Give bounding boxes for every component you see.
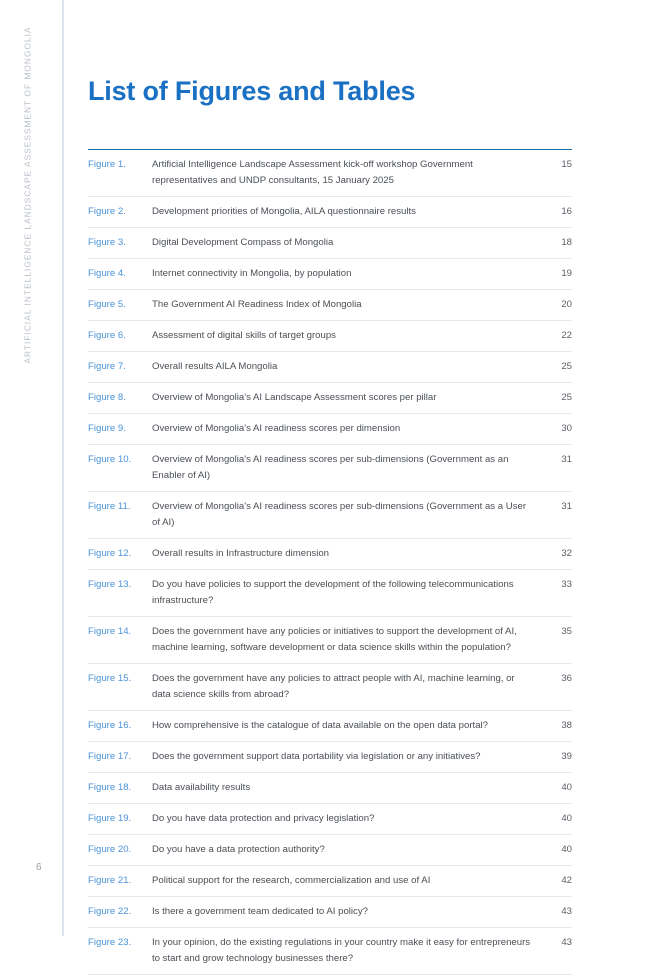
figure-description: How comprehensive is the catalogue of data available on the open data portal? <box>152 720 489 731</box>
figure-page-number: 22 <box>561 330 572 341</box>
list-of-figures-table <box>88 149 572 975</box>
figure-label: Figure 16. <box>88 720 132 731</box>
figure-description: Is there a government team dedicated to AI policy? <box>152 906 368 917</box>
table-row <box>88 352 572 383</box>
figure-description: Data availability results <box>152 782 251 793</box>
figure-page-number: 31 <box>561 501 572 512</box>
figure-label: Figure 23. <box>88 937 132 948</box>
figure-description: The Government AI Readiness Index of Mongolia <box>152 299 362 310</box>
figure-page-number: 25 <box>561 392 572 403</box>
figure-page-number: 38 <box>561 720 572 731</box>
figure-description: Does the government support data portability via legislation or any initiatives? <box>152 751 481 762</box>
table-row <box>88 383 572 414</box>
figure-page-number: 36 <box>561 673 572 684</box>
figure-page-number: 16 <box>561 206 572 217</box>
figure-description: Overall results in Infrastructure dimension <box>152 548 330 559</box>
figure-description: Artificial Intelligence Landscape Assessment kick-off workshop Government representatives and UNDP consultants, 15 January 2025 <box>152 159 473 186</box>
table-row <box>88 321 572 352</box>
figure-label: Figure 13. <box>88 579 132 590</box>
figure-page-number: 43 <box>561 906 572 917</box>
page-number: 6 <box>36 862 42 873</box>
running-title-sidebar <box>0 0 56 500</box>
table-row <box>88 228 572 259</box>
table-row <box>88 617 572 664</box>
figure-description: Do you have a data protection authority? <box>152 844 325 855</box>
table-row <box>88 711 572 742</box>
figure-label: Figure 22. <box>88 906 132 917</box>
figure-label: Figure 17. <box>88 751 132 762</box>
figure-label: Figure 10. <box>88 454 132 465</box>
table-row <box>88 773 572 804</box>
figure-label: Figure 19. <box>88 813 132 824</box>
figure-description: Assessment of digital skills of target groups <box>152 330 336 341</box>
figure-page-number: 25 <box>561 361 572 372</box>
figure-description: Do you have policies to support the development of the following telecommunications infrastructure? <box>152 579 514 606</box>
figure-label: Figure 21. <box>88 875 132 886</box>
running-title-text: ARTIFICIAL INTELLIGENCE LANDSCAPE ASSESSMENT OF MONGOLIA <box>23 26 33 364</box>
figure-page-number: 32 <box>561 548 572 559</box>
figure-page-number: 40 <box>561 782 572 793</box>
page-content <box>88 0 572 975</box>
figure-label: Figure 1. <box>88 159 126 170</box>
figure-description: Overview of Mongolia's AI readiness scores per dimension <box>152 423 401 434</box>
table-row <box>88 928 572 975</box>
table-row <box>88 445 572 492</box>
table-row <box>88 414 572 445</box>
table-row <box>88 664 572 711</box>
figure-page-number: 43 <box>561 937 572 948</box>
figure-label: Figure 3. <box>88 237 126 248</box>
figure-label: Figure 20. <box>88 844 132 855</box>
page-title: List of Figures and Tables <box>88 76 416 106</box>
table-row <box>88 835 572 866</box>
figure-page-number: 40 <box>561 813 572 824</box>
figure-description: Overall results AILA Mongolia <box>152 361 278 372</box>
figure-label: Figure 7. <box>88 361 126 372</box>
figure-description: Does the government have any policies to attract people with AI, machine learning, or data science skills from abroad? <box>152 673 515 700</box>
table-row <box>88 290 572 321</box>
figure-label: Figure 15. <box>88 673 132 684</box>
table-row <box>88 539 572 570</box>
figure-label: Figure 14. <box>88 626 132 637</box>
figure-description: Do you have data protection and privacy legislation? <box>152 813 375 824</box>
figure-description: Does the government have any policies or initiatives to support the development of AI, machine learning, software development or data science skills within the population? <box>152 626 517 653</box>
figure-page-number: 15 <box>561 159 572 170</box>
figure-page-number: 42 <box>561 875 572 886</box>
figure-description: Overview of Mongolia's AI Landscape Assessment scores per pillar <box>152 392 437 403</box>
table-row <box>88 742 572 773</box>
figure-label: Figure 12. <box>88 548 132 559</box>
table-row <box>88 570 572 617</box>
figure-description: Digital Development Compass of Mongolia <box>152 237 334 248</box>
figure-label: Figure 5. <box>88 299 126 310</box>
figure-page-number: 33 <box>561 579 572 590</box>
figure-description: Political support for the research, commercialization and use of AI <box>152 875 431 886</box>
figure-page-number: 39 <box>561 751 572 762</box>
figure-label: Figure 9. <box>88 423 126 434</box>
figure-label: Figure 11. <box>88 501 131 512</box>
margin-divider <box>62 0 64 936</box>
figure-label: Figure 2. <box>88 206 126 217</box>
figure-page-number: 30 <box>561 423 572 434</box>
table-row <box>88 804 572 835</box>
figure-description: Overview of Mongolia's AI readiness scores per sub-dimensions (Government as a User of AI) <box>152 501 527 528</box>
table-row <box>88 197 572 228</box>
figure-label: Figure 4. <box>88 268 126 279</box>
table-row <box>88 492 572 539</box>
figure-page-number: 19 <box>561 268 572 279</box>
figure-description: In your opinion, do the existing regulations in your country make it easy for entrepreneurs to start and grow technology businesses there? <box>152 937 531 964</box>
table-row <box>88 150 572 197</box>
figure-label: Figure 8. <box>88 392 126 403</box>
figure-description: Overview of Mongolia's AI readiness scores per sub-dimensions (Government as an Enabler of AI) <box>152 454 509 481</box>
table-row <box>88 259 572 290</box>
figure-page-number: 40 <box>561 844 572 855</box>
figure-label: Figure 18. <box>88 782 132 793</box>
figure-label: Figure 6. <box>88 330 126 341</box>
figure-page-number: 18 <box>561 237 572 248</box>
table-row <box>88 866 572 897</box>
figure-page-number: 20 <box>561 299 572 310</box>
figure-description: Development priorities of Mongolia, AILA questionnaire results <box>152 206 416 217</box>
table-row <box>88 897 572 928</box>
figure-description: Internet connectivity in Mongolia, by population <box>152 268 352 279</box>
figure-page-number: 35 <box>561 626 572 637</box>
figure-page-number: 31 <box>561 454 572 465</box>
